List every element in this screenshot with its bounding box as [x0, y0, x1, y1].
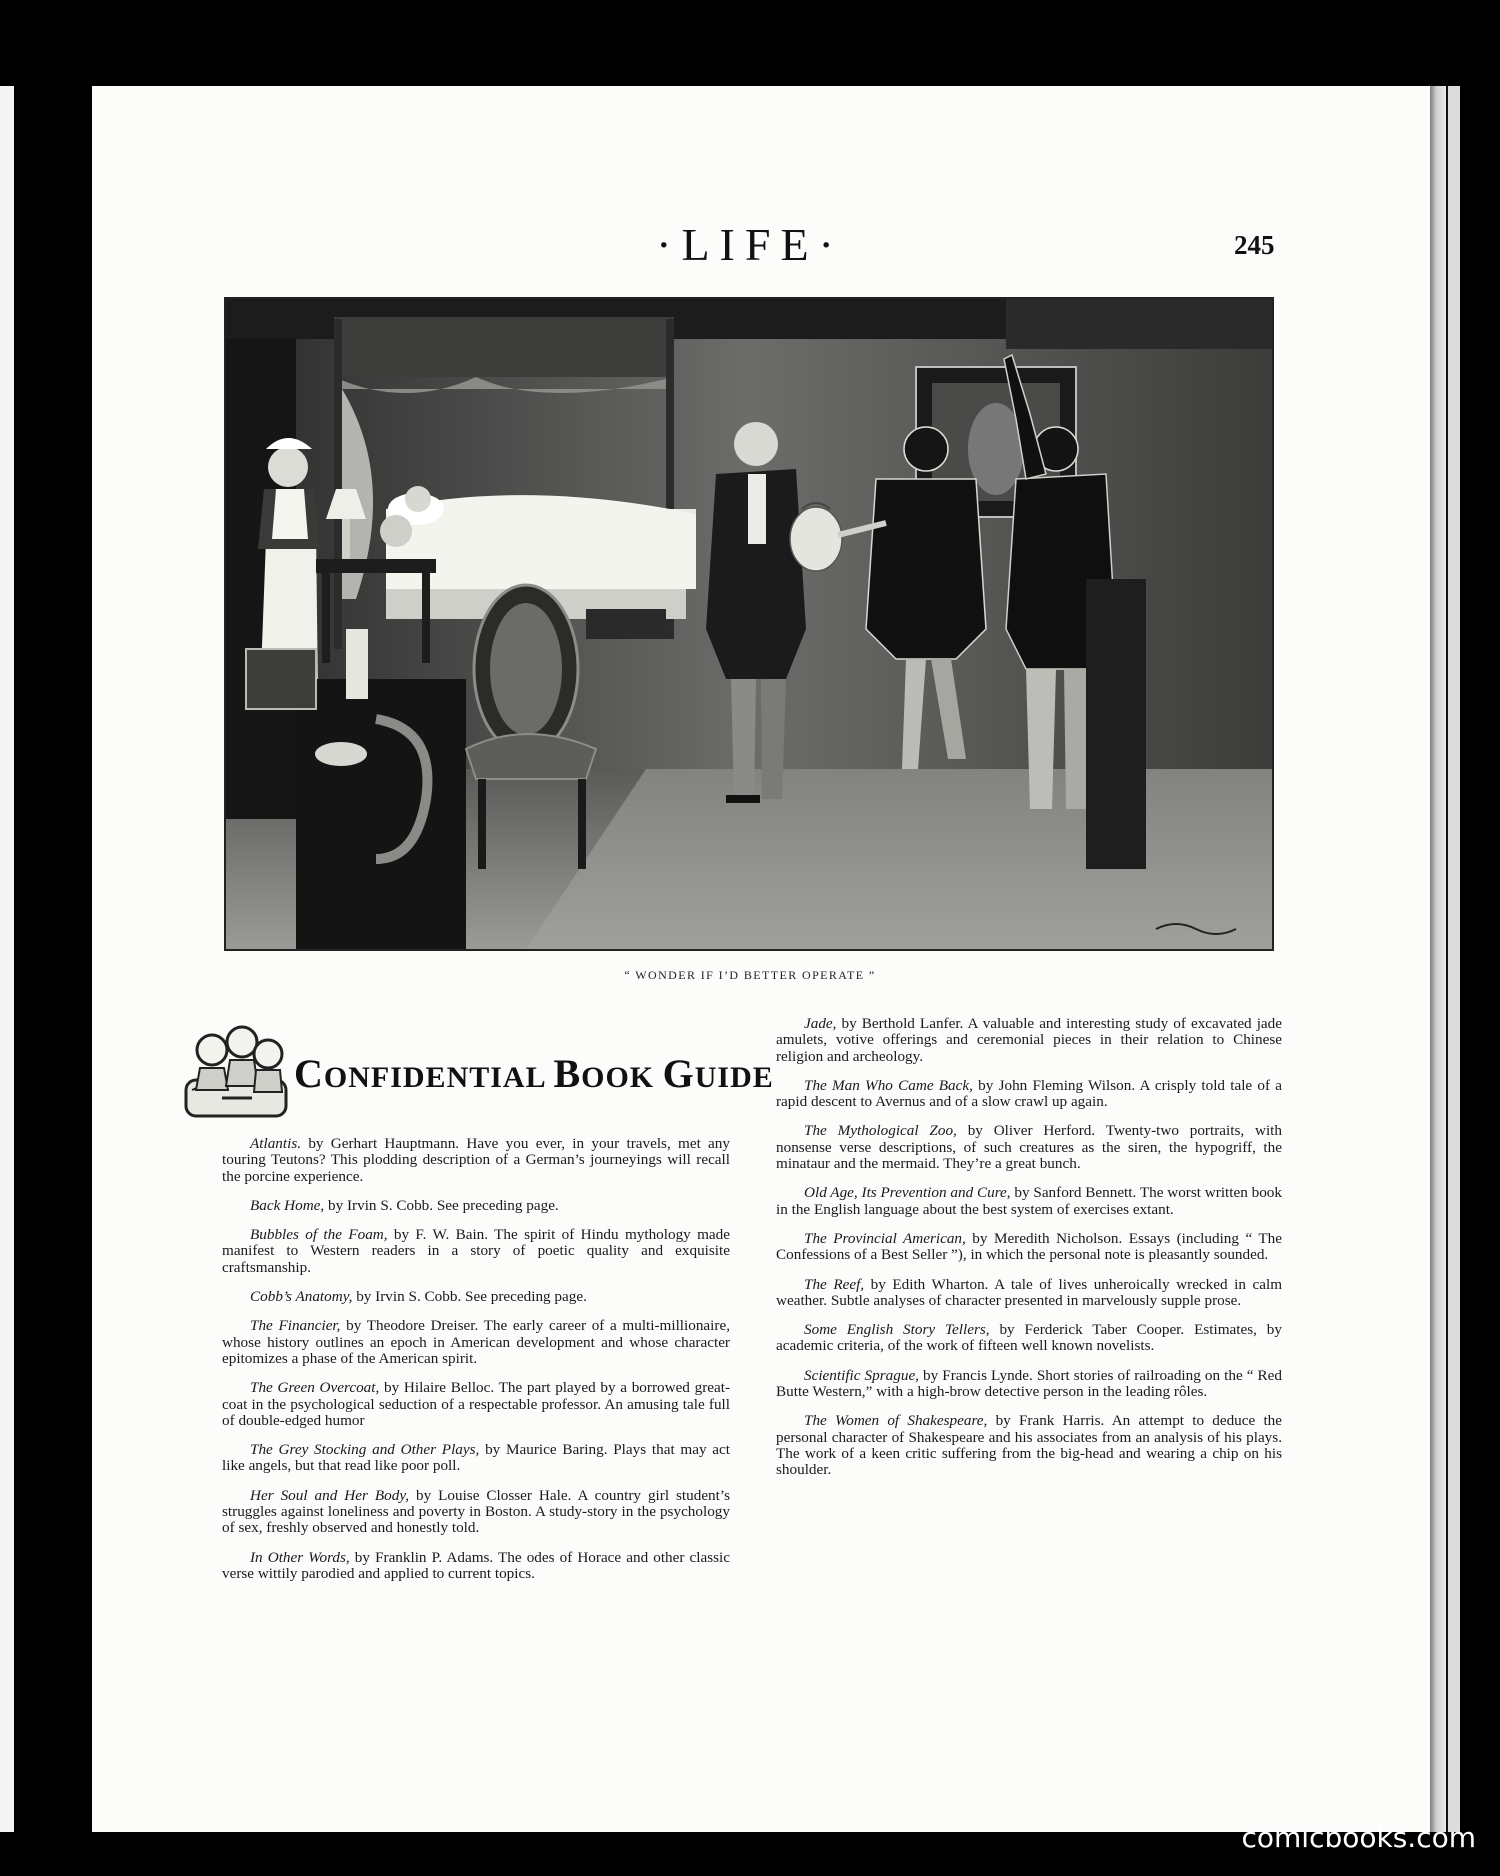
- book-title: In Other Words,: [250, 1548, 350, 1566]
- book-entry: [222, 1488, 730, 1537]
- source-watermark: comicbooks.com: [1241, 1821, 1476, 1854]
- book-review: by Theodore Dreiser. The early career of a multi-millionaire, whose history outlines an epoch in American development and whose character epitomizes a phase of the American spirit.: [222, 1317, 730, 1367]
- book-entry: [222, 1442, 730, 1475]
- book-title: Bubbles of the Foam,: [250, 1226, 388, 1244]
- book-review: by Hilaire Belloc. The part played by a borrowed great-coat in the psychological seduction of a respectable professor. An amusing tale full of double-edged humor: [222, 1379, 731, 1429]
- book-review: by Franklin P. Adams. The odes of Horace and other classic verse wittily parodied and applied to current topics.: [222, 1548, 730, 1582]
- book-entry: [222, 1198, 730, 1214]
- masthead-title: ·LIFE·: [656, 219, 844, 270]
- page-stack-edge: [1446, 86, 1460, 1832]
- book-review: by Sanford Bennett. The worst written book in the English language about the best system of exercises extant.: [776, 1184, 1282, 1218]
- book-review: by Berthold Lanfer. A valuable and interesting study of excavated jade amulets, votive offerings and ceremonial pieces in their relation to Chinese religion and archeology.: [776, 1015, 1282, 1065]
- book-title: Scientific Sprague,: [804, 1366, 919, 1384]
- illustration-caption: “ WONDER IF I’D BETTER OPERATE ”: [624, 968, 876, 982]
- book-title: The Green Overcoat,: [250, 1379, 380, 1397]
- title-word-3-rest: UIDE: [694, 1061, 774, 1094]
- right-column: [776, 1016, 1282, 1492]
- left-column: [222, 1136, 730, 1595]
- book-review: by Edith Wharton. A tale of lives unheroically wrecked in calm weather. Subtle analyses of character presented in marvelously supple prose.: [776, 1275, 1283, 1309]
- book-entry: [776, 1368, 1282, 1401]
- book-title: Old Age, Its Prevention and Cure,: [804, 1184, 1011, 1202]
- book-title: The Mythological Zoo,: [804, 1122, 957, 1140]
- title-word-2-rest: OOK: [581, 1061, 655, 1094]
- book-review: by Francis Lynde. Short stories of railroading on the “ Red Butte Western,” with a high-brow detective person in the leading rôles.: [776, 1366, 1282, 1401]
- title-word-1-cap: C: [294, 1051, 324, 1096]
- title-word-2-cap: B: [553, 1051, 582, 1096]
- book-title: The Grey Stocking and Other Plays,: [250, 1441, 480, 1459]
- book-title: Back Home,: [250, 1196, 325, 1214]
- page-number: 245: [1234, 230, 1275, 260]
- book-entry: [222, 1318, 730, 1367]
- book-entry: [776, 1016, 1282, 1065]
- book-entry: [222, 1380, 730, 1429]
- book-entry: [776, 1123, 1282, 1172]
- book-entry: [222, 1136, 730, 1185]
- book-entry: [776, 1413, 1282, 1478]
- book-entry: [776, 1277, 1282, 1310]
- book-review: by John Fleming Wilson. A crisply told tale of a rapid descent to Avernus and of a slow crawl up again.: [776, 1076, 1283, 1111]
- book-guide-title: [294, 1050, 774, 1097]
- book-title: The Women of Shakespeare,: [804, 1412, 988, 1430]
- title-word-3-cap: G: [662, 1051, 695, 1096]
- book-review: by Oliver Herford. Twenty-two portraits, with nonsense verse descriptions, of such creatures as the siren, the hypogriff, the minataur and the mermaid. They’re a great bunch.: [776, 1122, 1282, 1173]
- book-entry: [776, 1231, 1282, 1264]
- book-review: by Irvin S. Cobb. See preceding page.: [352, 1288, 587, 1306]
- book-title: The Man Who Came Back,: [804, 1076, 973, 1094]
- book-entry: [776, 1185, 1282, 1218]
- book-review: by Ferderick Taber Cooper. Estimates, by academic criteria, of the work of fifteen well known novelists.: [776, 1321, 1282, 1355]
- page-gutter-shadow: [1430, 86, 1446, 1832]
- book-title: Cobb’s Anatomy,: [250, 1288, 353, 1306]
- book-review: by F. W. Bain. The spirit of Hindu mythology made manifest to Western readers in a story of poetic quality and exquisite craftsmanship.: [222, 1226, 730, 1276]
- book-title: The Provincial American,: [804, 1229, 966, 1247]
- book-review: by Irvin S. Cobb. See preceding page.: [324, 1196, 559, 1214]
- book-entry: [222, 1289, 730, 1305]
- title-word-1-rest: ONFIDENTIAL: [323, 1061, 545, 1094]
- book-guide-header: [182, 1020, 774, 1124]
- book-review: by Maurice Baring. Plays that may act like angels, but that read like poor poll.: [222, 1441, 730, 1475]
- book-review: by Meredith Nicholson. Essays (including “ The Confessions of a Best Seller ”), in which the personal note is pleasantly sounded.: [776, 1229, 1282, 1264]
- book-title: The Financier,: [250, 1317, 341, 1335]
- sickroom-drawing: [226, 299, 1272, 949]
- book-title: The Reef,: [804, 1275, 865, 1293]
- book-title: Her Soul and Her Body,: [250, 1486, 410, 1504]
- illustration: [224, 297, 1274, 951]
- book-review: by Louise Closser Hale. A country girl student’s struggles against loneliness and poverty in Boston. A study-story in the psychology of sex, freshly observed and honestly told.: [222, 1486, 730, 1537]
- book-review: by Gerhart Hauptmann. Have you ever, in your travels, met any touring Teutons? This plodding description of a German’s journeyings will recall the porcine experience.: [222, 1135, 730, 1185]
- book-title: Jade,: [804, 1015, 837, 1032]
- book-title: Atlantis.: [250, 1135, 302, 1152]
- book-entry: [222, 1550, 730, 1583]
- cherubs-vignette-icon: [182, 1020, 292, 1124]
- previous-page-edge: [0, 86, 14, 1832]
- book-title: Some English Story Tellers,: [804, 1321, 990, 1339]
- book-entry: [776, 1078, 1282, 1111]
- book-entry: [776, 1322, 1282, 1355]
- book-review: by Frank Harris. An attempt to deduce the personal character of Shakespeare and his associates from an analysis of his plays. The work of a keen critic suffering from the big-head and wearing a chip on his shoulder.: [776, 1412, 1283, 1479]
- book-entry: [222, 1227, 730, 1276]
